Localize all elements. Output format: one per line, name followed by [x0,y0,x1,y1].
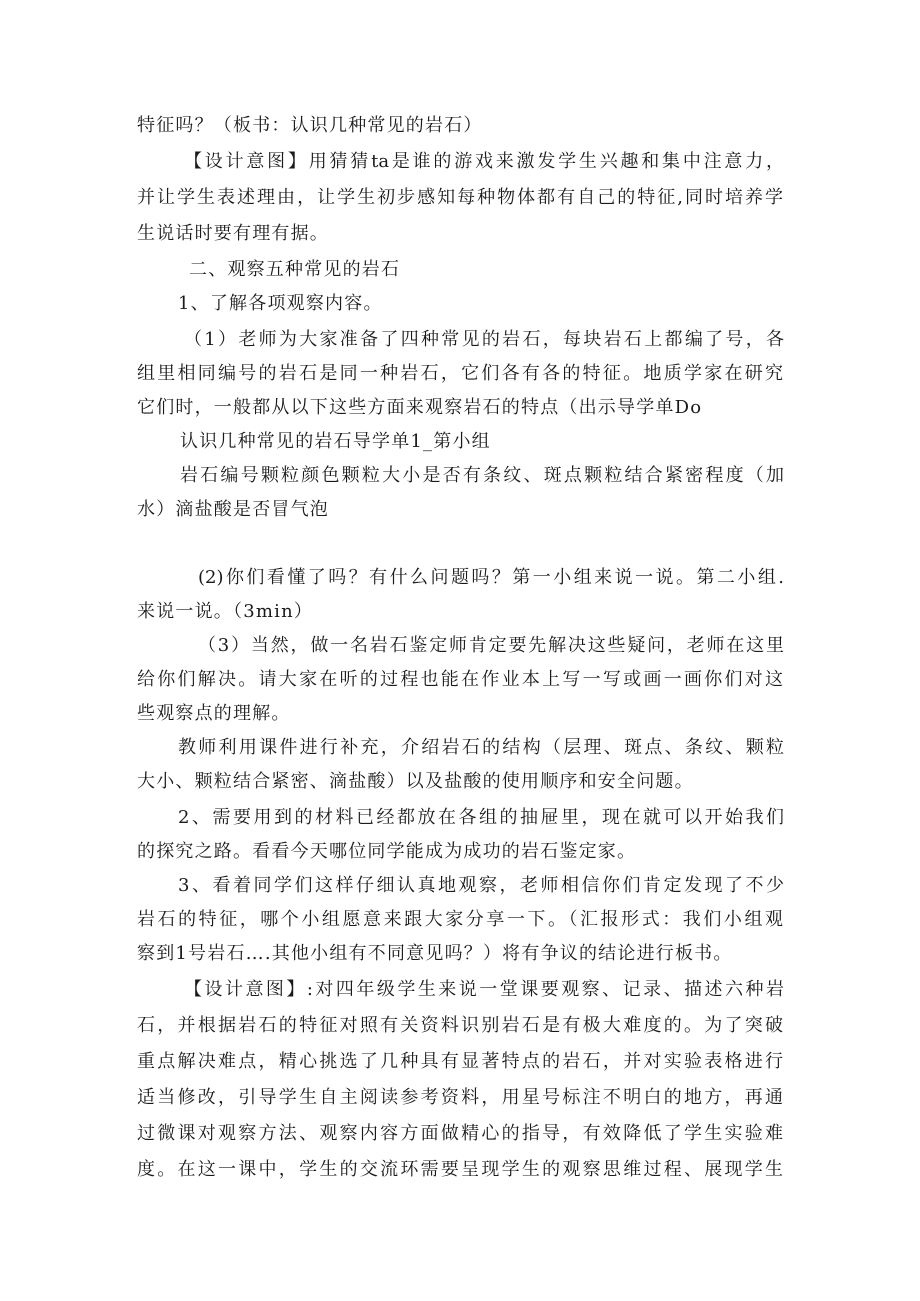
table-header: 岩石编号颗粒颜色颗粒大小是否有条纹、斑点颗粒结合紧密程度（加 [180,465,784,486]
text-line: 适当修改，引导学生自主阅读参考资料，用星号标注不明白的地方，再通 [137,1087,783,1108]
text-line: （3）当然，做一名岩石鉴定师肯定要先解决这些疑问，老师在这里 [198,635,784,656]
text-line: 并让学生表述理由，让学生初步感知每种物体都有自己的特征,同时培养学 [137,187,783,208]
text-line: 给你们解决。请大家在听的过程也能在作业本上写一写或画一画你们对这 [137,669,783,690]
text-line: 【设计意图】用猜猜ta是谁的游戏来激发学生兴趣和集中注意力， [184,151,784,172]
text-line: 大小、颗粒结合紧密、滴盐酸）以及盐酸的使用顺序和安全问题。 [137,771,694,792]
text-line: 的探究之路。看看今天哪位同学能成为成功的岩石鉴定家。 [137,841,637,862]
text-line: 重点解决难点，精心挑选了几种具有显著特点的岩石，并对实验表格进行 [137,1051,783,1072]
text-line: （1）老师为大家准备了四种常见的岩石，每块岩石上都编了号，各 [184,329,784,350]
text-line: 3、看着同学们这样仔细认真地观察，老师相信你们肯定发现了不少 [178,875,784,896]
text-line: 度。在这一课中，学生的交流环需要呈现学生的观察思维过程、展现学生 [137,1159,783,1180]
text-line: 它们时，一般都从以下这些方面来观察岩石的特点（出示导学单Do [137,397,703,418]
text-line: 1、了解各项观察内容。 [178,293,383,314]
text-line: 特征吗？（板书：认识几种常见的岩石） [137,115,483,136]
text-line: 2、需要用到的材料已经都放在各组的抽屉里，现在就可以开始我们 [178,807,784,828]
table-title: 认识几种常见的岩石导学单1_第小组 [180,431,491,452]
text-line: 【设计意图】:对四年级学生来说一堂课要观察、记录、描述六种岩 [184,979,784,1000]
text-line: 岩石的特征，哪个小组愿意来跟大家分享一下。（汇报形式：我们小组观 [137,909,783,930]
text-line: 教师利用课件进行补充，介绍岩石的结构（层理、斑点、条纹、颗粒 [178,737,784,758]
text-line: 来说一说。（3min） [137,601,314,622]
text-line: 过微课对观察方法、观察内容方面做精心的指导，有效降低了学生实验难 [137,1123,783,1144]
text-line: 石，并根据岩石的特征对照有关资料识别岩石是有极大难度的。为了突破 [137,1015,783,1036]
text-line: 察到1号岩石….其他小组有不同意见吗？）将有争议的结论进行板书。 [137,943,733,964]
text-line: 些观察点的理解。 [137,703,291,724]
section-heading: 二、观察五种常见的岩石 [189,259,401,280]
text-line: 生说话时要有理有据。 [137,223,329,244]
text-line: (2)你们看懂了吗？有什么问题吗？第一小组来说一说。第二小组. [198,567,784,588]
text-line: 组里相同编号的岩石是同一种岩石，它们各有各的特征。地质学家在研究 [137,363,783,384]
table-header: 水）滴盐酸是否冒气泡 [137,499,329,520]
